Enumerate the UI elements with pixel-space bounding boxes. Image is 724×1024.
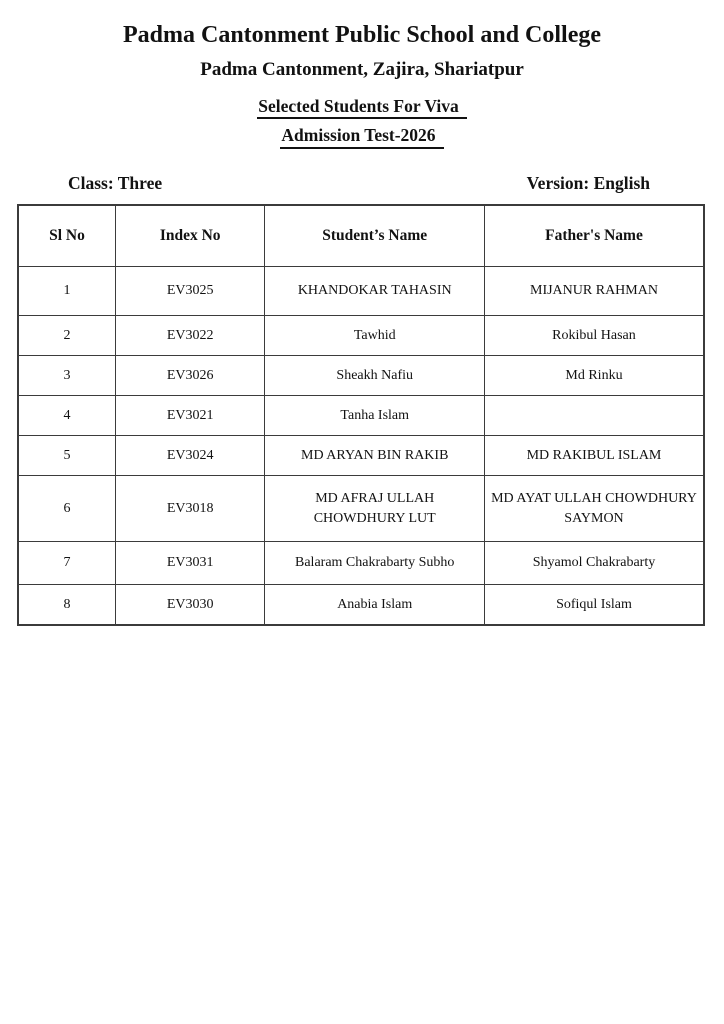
cell-index-no: EV3018 xyxy=(115,476,265,542)
cell-student-name: Anabia Islam xyxy=(265,585,485,625)
cell-student-name: Tanha Islam xyxy=(265,396,485,436)
doc-heading-line1: Selected Students For Viva xyxy=(257,98,466,120)
column-header-3: Father's Name xyxy=(484,205,704,267)
students-table xyxy=(17,204,705,626)
cell-index-no: EV3026 xyxy=(115,356,265,396)
table-row xyxy=(18,316,704,356)
cell-sl-no: 4 xyxy=(18,396,115,436)
column-header-1: Index No xyxy=(115,205,265,267)
cell-student-name: MD AFRAJ ULLAH CHOWDHURY LUT xyxy=(265,476,485,542)
cell-sl-no: 6 xyxy=(18,476,115,542)
cell-index-no: EV3025 xyxy=(115,267,265,316)
doc-heading-line2-wrap xyxy=(0,127,724,149)
school-name-title: Padma Cantonment Public School and College xyxy=(122,22,602,48)
cell-student-name: KHANDOKAR TAHASIN xyxy=(265,267,485,316)
cell-index-no: EV3024 xyxy=(115,436,265,476)
cell-father-name: Rokibul Hasan xyxy=(484,316,704,356)
cell-student-name: MD ARYAN BIN RAKIB xyxy=(265,436,485,476)
cell-sl-no: 1 xyxy=(18,267,115,316)
version-label: Version: English xyxy=(526,172,650,193)
column-header-2: Student’s Name xyxy=(265,205,485,267)
table-header-row xyxy=(18,205,704,267)
cell-index-no: EV3021 xyxy=(115,396,265,436)
cell-father-name: MD AYAT ULLAH CHOWDHURY SAYMON xyxy=(484,476,704,542)
doc-heading-line1-wrap xyxy=(0,95,724,120)
class-version-row xyxy=(0,173,724,194)
cell-father-name: Shyamol Chakrabarty xyxy=(484,542,704,585)
cell-sl-no: 2 xyxy=(18,316,115,356)
cell-index-no: EV3022 xyxy=(115,316,265,356)
cell-father-name: Md Rinku xyxy=(484,356,704,396)
cell-sl-no: 7 xyxy=(18,542,115,585)
table-body xyxy=(18,267,704,625)
cell-index-no: EV3030 xyxy=(115,585,265,625)
table-row xyxy=(18,436,704,476)
cell-student-name: Tawhid xyxy=(265,316,485,356)
table-row xyxy=(18,476,704,542)
cell-father-name: Sofiqul Islam xyxy=(484,585,704,625)
cell-sl-no: 5 xyxy=(18,436,115,476)
class-label: Class: Three xyxy=(68,172,163,193)
cell-father-name xyxy=(484,396,704,436)
cell-father-name: MD RAKIBUL ISLAM xyxy=(484,436,704,476)
cell-sl-no: 8 xyxy=(18,585,115,625)
cell-student-name: Balaram Chakrabarty Subho xyxy=(265,542,485,585)
table-row xyxy=(18,585,704,625)
school-address: Padma Cantonment, Zajira, Shariatpur xyxy=(200,58,524,80)
table-row xyxy=(18,267,704,316)
cell-father-name: MIJANUR RAHMAN xyxy=(484,267,704,316)
cell-index-no: EV3031 xyxy=(115,542,265,585)
table-row xyxy=(18,542,704,585)
cell-sl-no: 3 xyxy=(18,356,115,396)
column-header-0: Sl No xyxy=(18,205,115,267)
table-row xyxy=(18,356,704,396)
doc-heading-line2: Admission Test-2026 xyxy=(280,127,443,149)
table-row xyxy=(18,396,704,436)
cell-student-name: Sheakh Nafiu xyxy=(265,356,485,396)
